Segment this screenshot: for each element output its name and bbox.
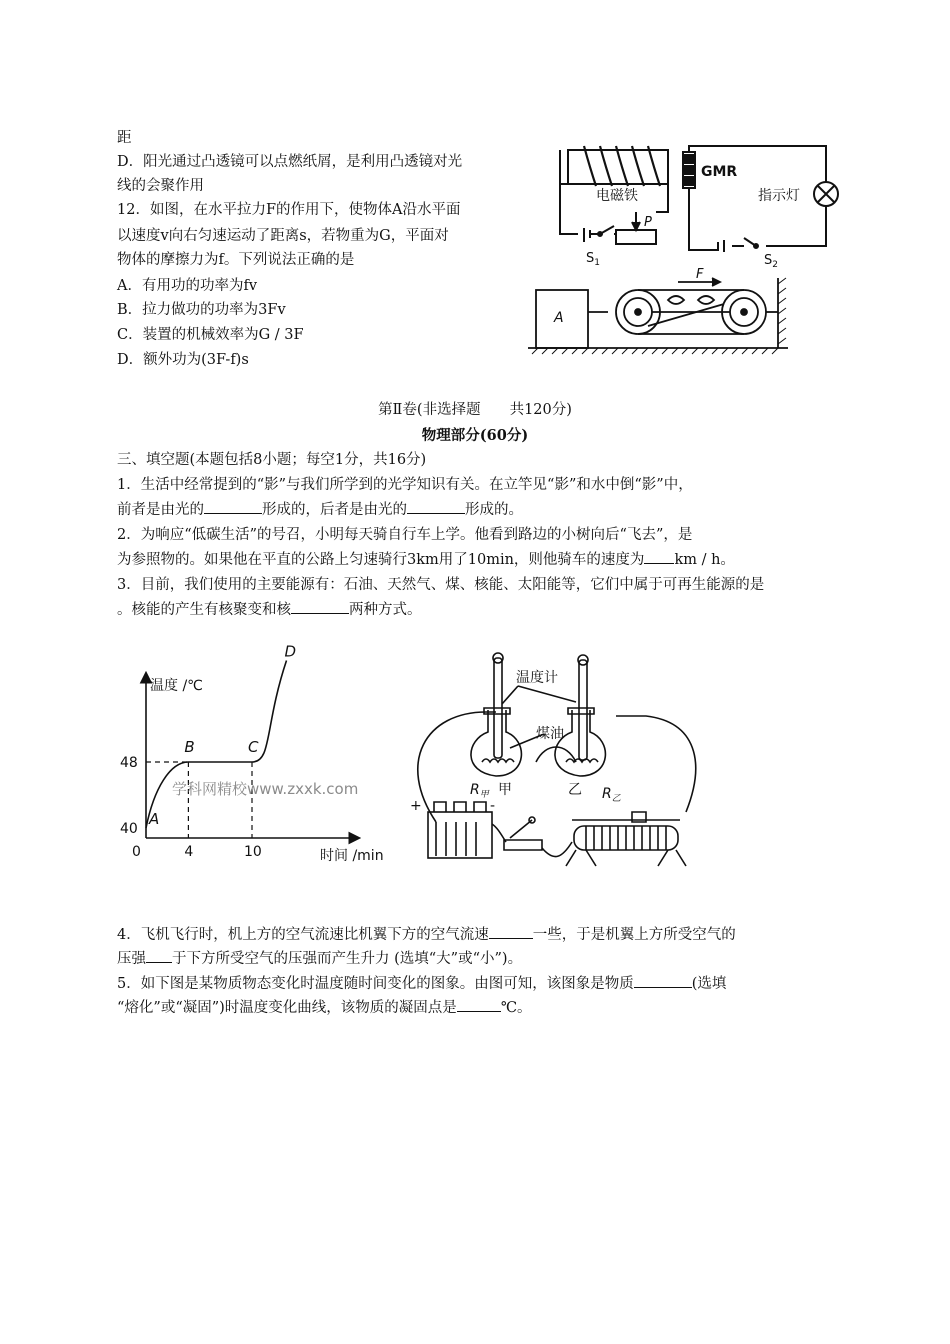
flask-right — [555, 710, 605, 776]
electromagnet-label: 电磁铁 — [596, 188, 638, 204]
q5-blank-process[interactable] — [634, 973, 692, 988]
point-label-d: D — [284, 642, 297, 661]
q4-blank-pressure[interactable] — [146, 948, 172, 963]
slider-p-label: P — [644, 215, 652, 230]
r-right-label: $R_乙$ — [602, 786, 621, 804]
q1-blank-2[interactable] — [407, 499, 465, 514]
indicator-lamp-label: 指示灯 — [758, 188, 800, 204]
battery — [428, 812, 492, 858]
battery-plus: + — [410, 798, 422, 814]
battery-minus: - — [490, 798, 496, 814]
q4-blank-speed[interactable] — [489, 924, 533, 939]
q4-line1: 4．飞机飞行时，机上方的空气流速比机翼下方的空气流速 一些，于是机翼上方所受空气的 — [117, 923, 736, 947]
y-tick-48: 48 — [120, 755, 138, 771]
q11-option-d-line2: 线的会聚作用 — [117, 178, 204, 194]
x-axis-label: 时间 /min — [320, 848, 384, 864]
kerosene-label: 煤油 — [536, 726, 564, 742]
q11-tail: 距 — [117, 130, 132, 146]
point-label-c: C — [248, 738, 259, 756]
q12-stem-line1: 12．如图，在水平拉力F的作用下，使物体A沿水平面 — [117, 202, 461, 218]
switch-s2-label: $S_2$ — [764, 253, 778, 270]
pulley-figure — [528, 267, 798, 356]
q11-option-d-line1: D．阳光通过凸透镜可以点燃纸屑，是利用凸透镜对光 — [117, 154, 463, 170]
x-tick-10: 10 — [244, 844, 262, 860]
y-axis-label: 温度 /℃ — [150, 678, 203, 694]
r-left-label: $R_甲$ — [470, 782, 489, 800]
block-a-label: A — [554, 310, 564, 326]
q2-blank-speed[interactable] — [644, 549, 674, 564]
q12-option-a: A．有用功的功率为fv — [117, 278, 258, 294]
heater-apparatus-figure — [406, 652, 706, 872]
part3-heading: 三、填空题(本题包括8小题；每空1分，共16分) — [117, 452, 427, 468]
thermometer-right — [579, 660, 587, 760]
q12-stem-line2: 以速度v向右匀速运动了距离s，若物重为G，平面对 — [117, 228, 449, 244]
switch — [504, 840, 542, 850]
q12-option-c: C．装置的机械效率为G / 3F — [117, 327, 304, 343]
q2-line2: 为参照物的。如果他在平直的公路上匀速骑行3km用了10min，则他骑车的速度为 km / h。 — [117, 548, 735, 572]
temperature-time-chart — [112, 642, 402, 872]
y-tick-40: 40 — [120, 821, 138, 837]
q1-line2: 前者是由光的 形成的，后者是由光的 形成的。 — [117, 498, 523, 522]
q1-line1: 1．生活中经常提到的“影”与我们所学到的光学知识有关。在立竿见“影”和水中倒“影”中， — [117, 477, 693, 493]
q12-option-b: B．拉力做功的功率为3Fv — [117, 302, 286, 318]
q1-blank-1[interactable] — [204, 499, 262, 514]
thermometer-label: 温度计 — [516, 670, 558, 686]
x-tick-4: 4 — [184, 844, 194, 860]
section-title: 第Ⅱ卷(非选择题 共120分) — [378, 402, 572, 418]
q5-blank-freezing-point[interactable] — [457, 997, 501, 1012]
gmr-circuit-figure — [556, 142, 846, 270]
watermark: 学科网精校www.zxxk.com — [172, 780, 359, 798]
switch-s1-label: $S_1$ — [586, 251, 600, 268]
x-tick-0: 0 — [132, 844, 141, 860]
flask-left — [471, 710, 521, 776]
q12-stem-line3: 物体的摩擦力为f。下列说法正确的是 — [117, 252, 355, 268]
q3-line1: 3．目前，我们使用的主要能源有：石油、天然气、煤、核能、太阳能等，它们中属于可再生能源的是 — [117, 577, 765, 593]
q5-line1: 5．如下图是某物质物态变化时温度随时间变化的图象。由图可知，该图象是物质 (选填 — [117, 972, 726, 996]
flask-right-label: 乙 — [568, 782, 582, 798]
q2-line1: 2．为响应“低碳生活”的号召，小明每天骑自行车上学。他看到路边的小树向后“飞去”，是 — [117, 527, 693, 543]
q3-blank-fission[interactable] — [291, 599, 349, 614]
gmr-label: GMR — [701, 164, 738, 180]
force-f-label: F — [696, 267, 704, 282]
point-label-b: B — [184, 738, 195, 756]
flask-left-label: 甲 — [498, 782, 512, 798]
q12-option-d: D．额外功为(3F-f)s — [117, 352, 249, 368]
q3-line2: 。核能的产生有核聚变和核 两种方式。 — [117, 598, 422, 622]
q5-line2: “熔化”或“凝固”)时温度变化曲线，该物质的凝固点是 ℃。 — [117, 996, 532, 1020]
point-label-a: A — [149, 810, 160, 828]
section-subtitle: 物理部分(60分) — [421, 427, 529, 444]
q4-line2: 压强 于下方所受空气的压强而产生升力 (选填“大”或“小”)。 — [117, 947, 522, 971]
